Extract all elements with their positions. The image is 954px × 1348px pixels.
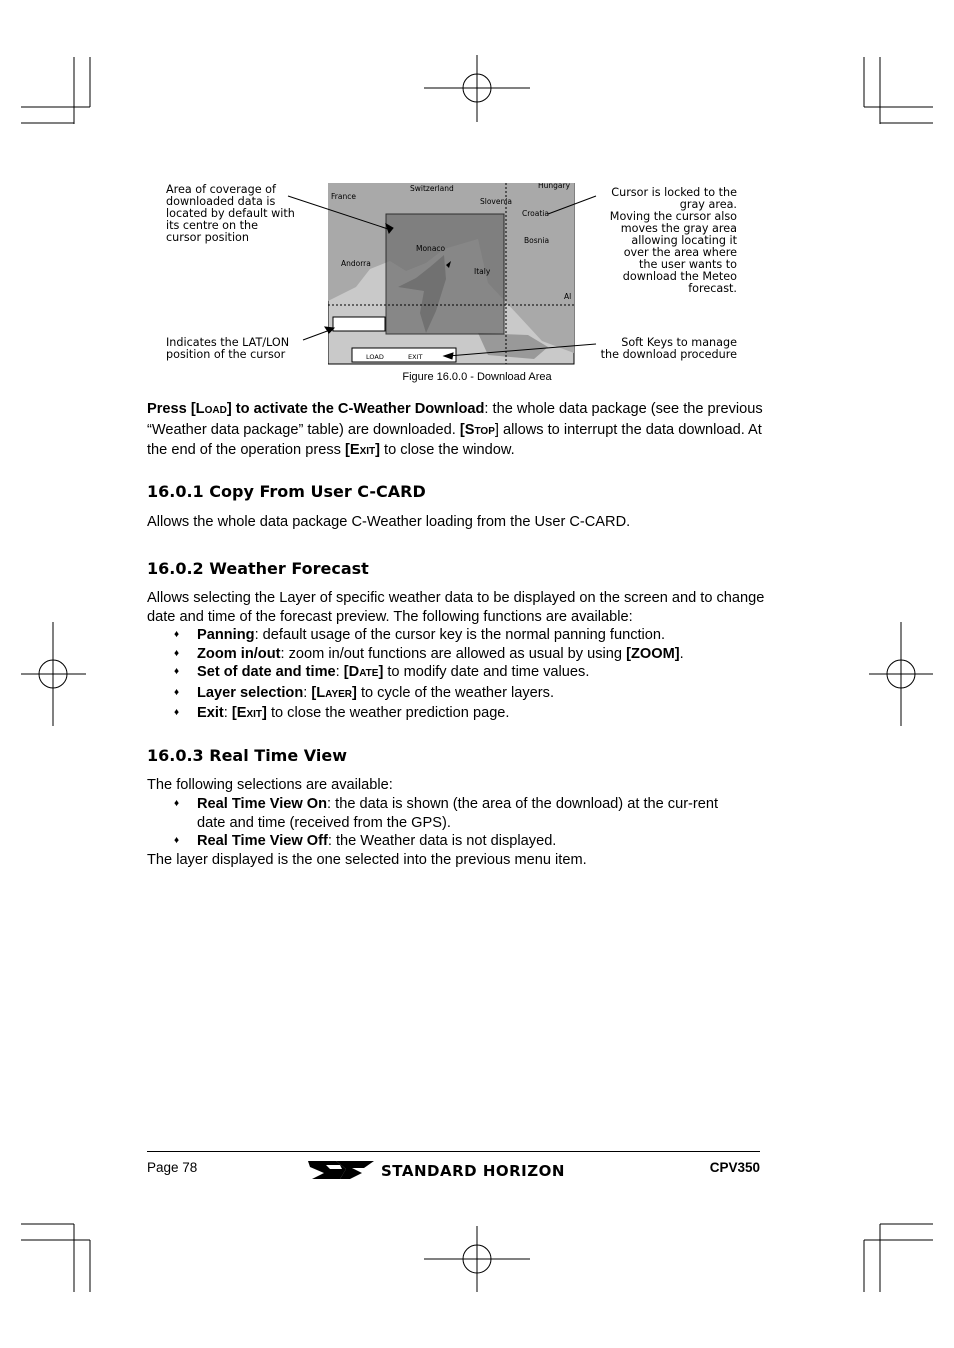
label-al: Al xyxy=(564,292,572,301)
label-france: France xyxy=(331,192,356,201)
s2-body: Allows selecting the Layer of specific weather data to be displayed on the screen and to change date and time of the forecast preview. The following functions are available: xyxy=(147,590,765,625)
footer-rule xyxy=(147,1151,760,1152)
model-number: CPV350 xyxy=(709,1160,760,1175)
weather-forecast-functions xyxy=(147,626,767,725)
page-number: Page 78 xyxy=(147,1160,198,1175)
label-slovenia: Slovenia xyxy=(480,197,512,206)
list-item: ♦ Set of date and time: [DATE] to modify date and time values. xyxy=(174,664,590,681)
list-item: ♦ Real Time View Off: the Weather data is not displayed. xyxy=(174,833,557,850)
diamond-bullet-icon: ♦ xyxy=(174,647,180,659)
list-item: ♦ Zoom in/out: zoom in/out functions are allowed as usual by using [ZOOM]. xyxy=(174,645,684,662)
callout-latlon: Indicates the LAT/LON position of the cursor xyxy=(166,336,290,361)
diamond-bullet-icon: ♦ xyxy=(174,666,180,678)
label-croatia: Croatia xyxy=(522,209,549,218)
list-item: ♦ Layer selection: [LAYER] to cycle of the weather layers. xyxy=(174,684,555,701)
diamond-bullet-icon: ♦ xyxy=(174,629,180,640)
heading-real-time-view: 16.0.3 Real Time View xyxy=(147,746,347,765)
heading-weather-forecast: 16.0.2 Weather Forecast xyxy=(147,559,369,578)
intro-paragraph: Press [LOAD] to activate the C-Weather Download: the whole data package (see the previous “Weather data package” table) are downloaded. [STOP] allows to interrupt the data download. At the end of the operation press [EXIT] to close the window. xyxy=(147,401,763,459)
callout-coverage: Area of coverage of downloaded data is located by default with its centre on the cursor position xyxy=(166,183,295,244)
label-monaco: Monaco xyxy=(416,244,446,253)
real-time-view-options xyxy=(147,795,767,851)
label-andorra: Andorra xyxy=(341,259,371,268)
callout-cursor: Cursor is locked to the gray area. Moving the cursor also moves the gray area allowing locating it over the area where the user wants to download the Meteo forecast. xyxy=(609,186,737,295)
diamond-bullet-icon: ♦ xyxy=(174,707,180,719)
list-item: ♦ Real Time View On: the data is shown (the area of the download) at the cur-rent date and time (received from the GPS). xyxy=(174,796,719,831)
label-italy: Italy xyxy=(474,267,491,276)
heading-copy-from-user-ccard: 16.0.1 Copy From User C-CARD xyxy=(147,482,426,501)
diamond-bullet-icon: ♦ xyxy=(174,686,180,698)
label-bosnia: Bosnia xyxy=(524,236,550,245)
diamond-bullet-icon: ♦ xyxy=(174,835,180,847)
list-item: ♦ Exit: [EXIT] to close the weather prediction page. xyxy=(174,705,510,722)
figure-caption: Figure 16.0.0 - Download Area xyxy=(402,371,552,383)
callout-softkeys: Soft Keys to manage the download procedure xyxy=(600,336,737,361)
exit-softkey: EXIT xyxy=(408,353,423,361)
list-item: ♦ Panning: default usage of the cursor key is the normal panning function. xyxy=(174,627,666,643)
s3-intro: The following selections are available: xyxy=(147,777,393,793)
brand-wordmark: STANDARD HORIZON xyxy=(381,1162,565,1180)
s1-body: Allows the whole data package C-Weather loading from the User C-CARD. xyxy=(147,514,631,530)
standard-horizon-logo-icon xyxy=(306,1159,378,1181)
load-softkey: LOAD xyxy=(366,353,384,361)
s3-outro: The layer displayed is the one selected into the previous menu item. xyxy=(147,852,587,868)
label-hungary: Hungary xyxy=(538,183,571,190)
label-switzerland: Switzerland xyxy=(410,184,454,193)
diamond-bullet-icon: ♦ xyxy=(174,798,180,809)
